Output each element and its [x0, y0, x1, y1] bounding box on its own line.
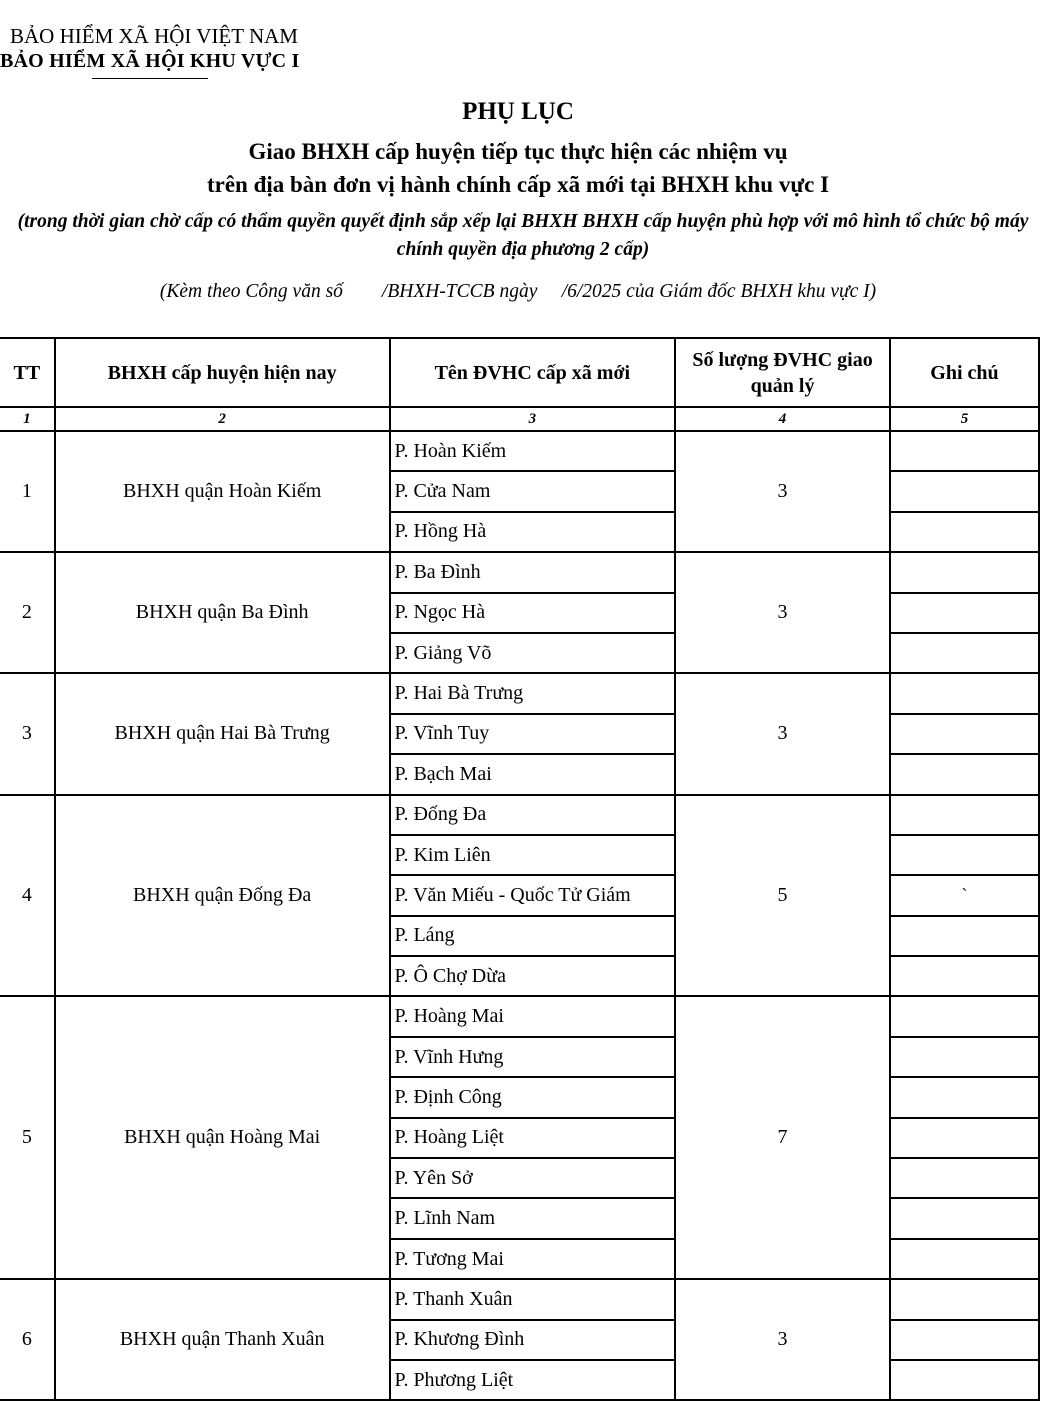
note-cell [890, 956, 1039, 996]
row-number: 6 [0, 1279, 55, 1400]
ward-count: 3 [675, 673, 890, 794]
ward-count: 3 [675, 552, 890, 673]
ward-count: 5 [675, 795, 890, 997]
note-cell [890, 835, 1039, 875]
ward-name: P. Đống Đa [390, 795, 676, 835]
note-cell [890, 471, 1039, 511]
row-number: 1 [0, 431, 55, 552]
ward-name: P. Ba Đình [390, 552, 676, 592]
ward-name: P. Cửa Nam [390, 471, 676, 511]
ward-name: P. Láng [390, 916, 676, 956]
note-cell [890, 431, 1039, 471]
index-cell: 2 [55, 407, 390, 431]
note-cell [890, 1037, 1039, 1077]
ward-count: 3 [675, 431, 890, 552]
note-cell [890, 1239, 1039, 1279]
note-cell: ` [890, 875, 1039, 915]
table-row [0, 431, 1039, 471]
ward-name: P. Định Công [390, 1077, 676, 1117]
index-cell: 5 [890, 407, 1039, 431]
note-cell [890, 714, 1039, 754]
note-cell [890, 795, 1039, 835]
district-name: BHXH quận Hai Bà Trưng [55, 673, 390, 794]
ward-name: P. Kim Liên [390, 835, 676, 875]
note-cell [890, 1360, 1039, 1400]
district-name: BHXH quận Thanh Xuân [55, 1279, 390, 1400]
note-cell [890, 1118, 1039, 1158]
ward-count: 7 [675, 996, 890, 1279]
ward-name: P. Văn Miếu - Quốc Tử Giám [390, 875, 676, 915]
subtitle-note: (trong thời gian chờ cấp có thẩm quyền quyết định sắp xếp lại BHXH BHXH cấp huyện phù hợp với mô hình tổ chức bộ máy chính quyền địa phương 2 cấp) [17, 211, 1029, 260]
note-cell [890, 552, 1039, 592]
note-cell [890, 754, 1039, 794]
ward-name: P. Yên Sở [390, 1158, 676, 1198]
ward-name: P. Hoàng Mai [390, 996, 676, 1036]
ward-name: P. Phương Liệt [390, 1360, 676, 1400]
header-count: Số lượng ĐVHC giao quản lý [675, 338, 890, 407]
ward-count: 3 [675, 1279, 890, 1400]
subtitle-line-1: Giao BHXH cấp huyện tiếp tục thực hiện các nhiệm vụ [248, 139, 788, 164]
row-number: 3 [0, 673, 55, 794]
index-cell: 3 [390, 407, 676, 431]
org-name-parent: BẢO HIỂM XÃ HỘI VIỆT NAM [10, 24, 298, 48]
ward-name: P. Bạch Mai [390, 754, 676, 794]
note-cell [890, 633, 1039, 673]
row-number: 5 [0, 996, 55, 1279]
district-name: BHXH quận Hoàn Kiếm [55, 431, 390, 552]
table-row [0, 996, 1039, 1036]
note-cell [890, 1320, 1039, 1360]
note-cell [890, 1158, 1039, 1198]
table-row [0, 552, 1039, 592]
page-title: PHỤ LỤC [462, 98, 574, 125]
index-cell: 4 [675, 407, 890, 431]
note-cell [890, 1198, 1039, 1238]
header-district: BHXH cấp huyện hiện nay [55, 338, 390, 407]
district-name: BHXH quận Đống Đa [55, 795, 390, 997]
header-ward: Tên ĐVHC cấp xã mới [390, 338, 676, 407]
ward-name: P. Vĩnh Tuy [390, 714, 676, 754]
ward-name: P. Hồng Hà [390, 512, 676, 552]
note-cell [890, 512, 1039, 552]
ward-name: P. Tương Mai [390, 1239, 676, 1279]
note-cell [890, 593, 1039, 633]
table-row [0, 673, 1039, 713]
table-body [0, 431, 1039, 1400]
org-name-unit: BẢO HIỂM XÃ HỘI KHU VỰC I [0, 50, 300, 72]
header-tt: TT [0, 338, 55, 407]
ward-name: P. Giảng Võ [390, 633, 676, 673]
note-cell [890, 1279, 1039, 1319]
ward-name: P. Hoàn Kiếm [390, 431, 676, 471]
ward-name: P. Thanh Xuân [390, 1279, 676, 1319]
row-number: 4 [0, 795, 55, 997]
assignment-table [0, 337, 1040, 1401]
header-note: Ghi chú [890, 338, 1039, 407]
org-underline [92, 78, 208, 79]
row-number: 2 [0, 552, 55, 673]
subtitle-line-2: trên địa bàn đơn vị hành chính cấp xã mới tại BHXH khu vực I [206, 172, 830, 197]
ward-name: P. Ô Chợ Dừa [390, 956, 676, 996]
ward-name: P. Lĩnh Nam [390, 1198, 676, 1238]
ward-name: P. Ngọc Hà [390, 593, 676, 633]
district-name: BHXH quận Hoàng Mai [55, 996, 390, 1279]
ward-name: P. Vĩnh Hưng [390, 1037, 676, 1077]
note-cell [890, 916, 1039, 956]
note-cell [890, 1077, 1039, 1117]
ward-name: P. Khương Đình [390, 1320, 676, 1360]
ward-name: P. Hoàng Liệt [390, 1118, 676, 1158]
table-row [0, 1279, 1039, 1319]
index-cell: 1 [0, 407, 55, 431]
district-name: BHXH quận Ba Đình [55, 552, 390, 673]
note-cell [890, 996, 1039, 1036]
table-row [0, 795, 1039, 835]
attachment-reference: (Kèm theo Công văn số /BHXH-TCCB ngày /6/2025 của Giám đốc BHXH khu vực I) [159, 281, 877, 302]
note-cell [890, 673, 1039, 713]
ward-name: P. Hai Bà Trưng [390, 673, 676, 713]
